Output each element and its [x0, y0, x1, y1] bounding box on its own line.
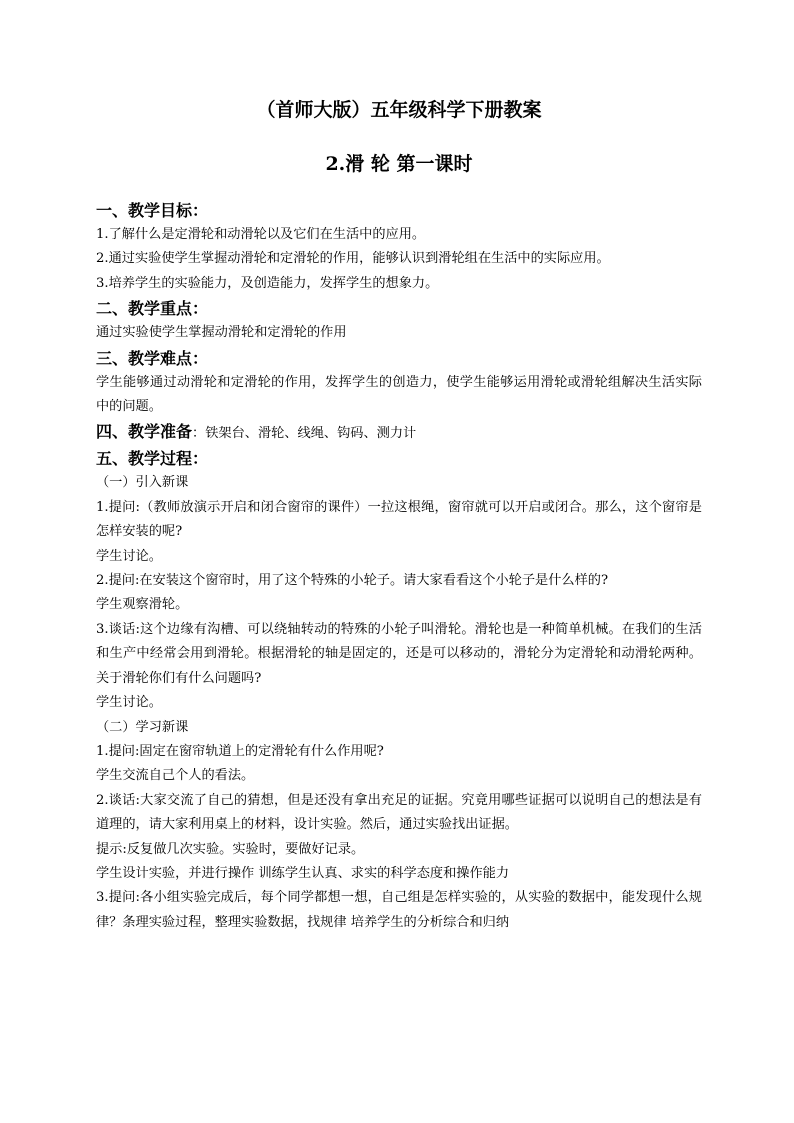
process-para-11: 学生设计实验，并进行操作 训练学生认真、求实的科学态度和操作能力: [96, 865, 510, 881]
process-para-5: 3.谈话:这个边缘有沟槽、可以绕轴转动的特殊的小轮子叫滑轮。滑轮也是一种简单机械。在我们的生活和生产中经常会用到滑轮。根据滑轮的轴是固定的，还是可以移动的，滑轮分为定滑轮和动滑轮两种。关于滑轮你们有什么问题吗?: [96, 621, 702, 686]
process-para-8: 学生交流自己个人的看法。: [96, 768, 255, 784]
process-para-3: 2.提问:在安装这个窗帘时，用了这个特殊的小轮子。请大家看看这个小轮子是什么样的?: [96, 573, 609, 589]
difficulty-text: 学生能够通过动滑轮和定滑轮的作用，发挥学生的创造力，使学生能够运用滑轮或滑轮组解决生活实际中的问题。: [96, 374, 702, 415]
process-para-12: 3.提问:各小组实验完成后，每个同学都想一想，自己组是怎样实验的，从实验的数据中，能发现什么规律？条理实验过程，整理实验数据，找规律 培养学生的分析综合和归纳: [96, 890, 702, 930]
process-para-10: 提示:反复做几次实验。实验时，要做好记录。: [96, 841, 365, 857]
objective-3: 3.培养学生的实验能力，及创造能力，发挥学生的想象力。: [96, 275, 439, 291]
key-point-text: 通过实验使学生掌握动滑轮和定滑轮的作用: [96, 325, 347, 341]
objective-2: 2.通过实验使学生掌握动滑轮和定滑轮的作用，能够认识到滑轮组在生活中的实际应用。: [96, 251, 610, 267]
process-para-2: 学生讨论。: [96, 548, 162, 564]
section-heading-process: 五、教学过程：: [96, 449, 209, 469]
process-para-9: 2.谈话:大家交流了自己的猜想，但是还没有拿出充足的证据。究竟用哪些证据可以说明自己的想法是有道理的，请大家利用桌上的材料，设计实验。然后，通过实验找出证据。: [96, 792, 702, 833]
document-page: [96, 96, 702, 935]
document-subtitle: 2.滑 轮 第一课时: [325, 153, 473, 175]
process-para-1: 1.提问:（教师放演示开启和闭合窗帘的课件）一拉这根绳，窗帘就可以开启或闭合。那么，这个窗帘是怎样安装的呢?: [96, 499, 702, 540]
process-para-7: 1.提问:固定在窗帘轨道上的定滑轮有什么作用呢?: [96, 743, 384, 759]
section-heading-objectives: 一、教学目标：: [96, 201, 209, 220]
section-heading-key-points: 二、教学重点：: [96, 299, 209, 319]
process-para-4: 学生观察滑轮。: [96, 597, 189, 613]
preparation-text: ：铁架台、滑轮、线绳、钩码、测力计: [192, 426, 417, 442]
subsection-intro: （一）引入新课: [96, 475, 189, 491]
section-preparation: [96, 419, 702, 446]
process-para-6: 学生讨论。: [96, 695, 162, 711]
objective-1: 1.了解什么是定滑轮和动滑轮以及它们在生活中的应用。: [96, 227, 426, 242]
section-heading-preparation: 四、教学准备: [96, 422, 193, 442]
document-title: （首师大版）五年级科学下册教案: [256, 99, 542, 121]
section-heading-difficulties: 三、教学难点：: [96, 348, 209, 368]
subsection-learn: （二）学习新课: [96, 719, 189, 735]
